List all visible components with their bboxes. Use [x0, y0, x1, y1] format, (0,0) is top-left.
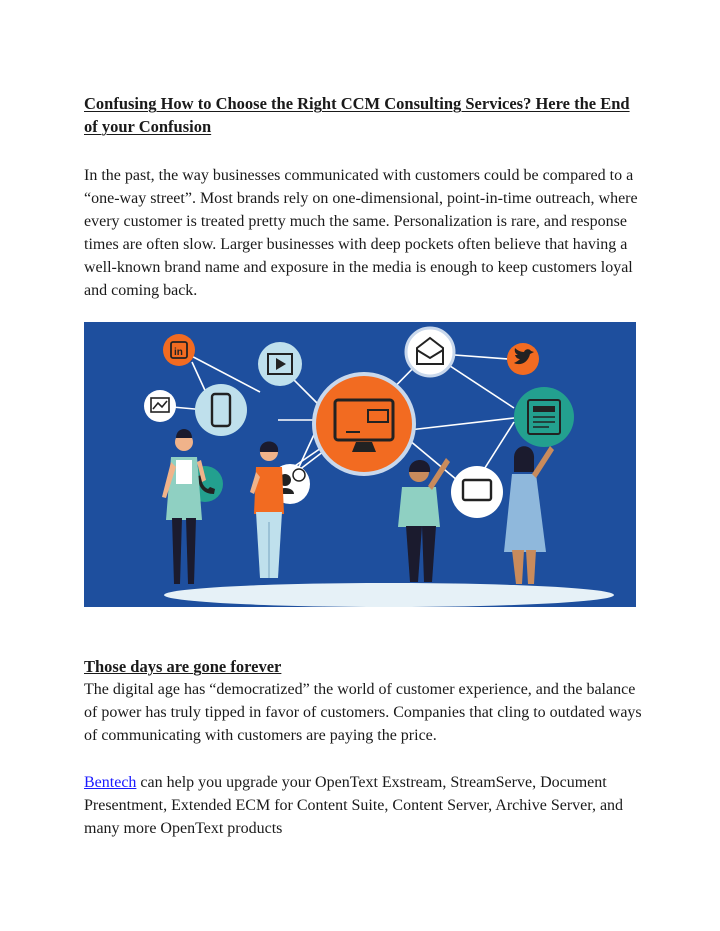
person-figure — [504, 446, 554, 584]
person-figure — [250, 442, 284, 579]
cta-text: can help you upgrade your OpenText Exstream, StreamServe, Document Presentment, Extended ECM for Content Suite, Content Server, Archive Server, and many more OpenText products — [84, 774, 624, 837]
bentech-link[interactable]: Bentech — [84, 774, 137, 791]
person-figure — [398, 458, 450, 582]
network-illustration — [84, 322, 636, 607]
cta-paragraph — [84, 771, 644, 840]
ground-shape — [164, 583, 614, 607]
section-heading: Those days are gone forever — [84, 657, 282, 676]
svg-text:in: in — [174, 347, 183, 358]
person-figure — [162, 429, 206, 584]
email-icon — [406, 328, 454, 376]
hero-illustration — [84, 322, 636, 607]
body-paragraph: The digital age has “democratized” the world of customer experience, and the balance of power has truly tipped in favor of customers. Companies that cling to outdated ways of communicating with customers are paying the price. — [84, 681, 642, 744]
laptop-icon — [451, 466, 503, 518]
article-title: Confusing How to Choose the Right CCM Consulting Services? Here the End of your Confusion — [84, 94, 630, 136]
intro-paragraph: In the past, the way businesses communicated with customers could be compared to a “one-way street”. Most brands rely on one-dimensional, point-in-time outreach, where every customer is treated pretty much the same. Personalization is rare, and response times are often slow. Larger businesses with deep pockets often believe that having a well-known brand name and exposure in the media is enough to keep customers loyal and coming back. — [84, 167, 638, 299]
mobile-icon — [195, 384, 247, 436]
monitor-icon — [314, 374, 414, 474]
